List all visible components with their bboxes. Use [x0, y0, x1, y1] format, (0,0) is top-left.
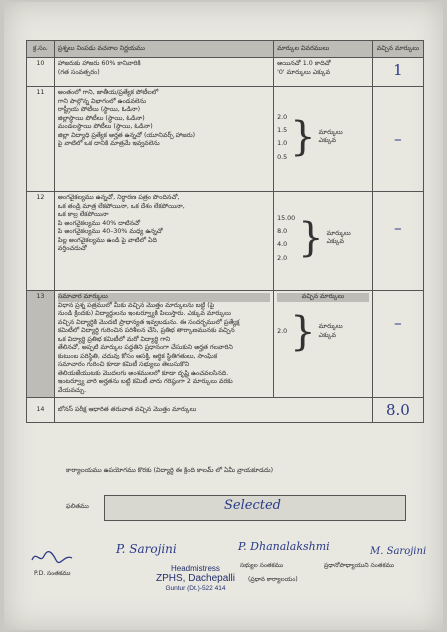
- marks-line: '0' మార్కులు ఎక్కువ: [277, 68, 331, 76]
- table-header-row: [27, 41, 424, 58]
- mark-value: 1.5: [277, 127, 288, 135]
- table-row: [27, 291, 424, 398]
- header-no: క్ర.సం.: [27, 41, 55, 58]
- description-line: ఒక కాల్ర లేకపోయినా: [57, 211, 109, 218]
- row-description: [54, 398, 372, 423]
- description-line: వచ్చిన విద్యార్థికి మొదటి ప్రాధాన్యత ఇవ్వబడును. ఈ సందర్భములో ప్రత్యేక్ష: [57, 318, 240, 326]
- table-row: [27, 192, 424, 291]
- brace-icon: }: [290, 308, 316, 355]
- description-line: పిల్ల అంగవైకల్యము ఉండి పై వాటిలో ఏది: [57, 236, 157, 244]
- description-line: పి అంగవైకల్యము 40–30% మధ్య ఉన్నచో: [57, 228, 163, 235]
- marks-label-line: ఎక్కువ: [318, 331, 336, 339]
- marks-values: [277, 111, 287, 164]
- marks-group: [277, 308, 369, 355]
- row-obtained: [372, 291, 423, 398]
- description-line: పి అంగవైకల్యము 40% దాటినచో: [57, 219, 141, 227]
- member-signature: P. Dhanalakshmi: [238, 540, 330, 553]
- row-obtained: [372, 398, 423, 423]
- description-line: అంతంలో గాని, జాతీయ/ప్రత్యేక పోటీలలో: [57, 89, 159, 96]
- row-number: 13: [27, 291, 55, 398]
- description-line: మండలస్థాయి పోటీలు (స్థాయి, ఓడినా): [57, 123, 153, 130]
- row-marks: [274, 87, 373, 192]
- description-line: జిల్లా విద్యాధి ప్రత్యేక అర్హత ఉన్నచో (యూనివర్స్ హాజరు): [57, 131, 196, 139]
- marks-label-line: మార్కులు: [318, 323, 343, 330]
- stamp-line: Guntur (Dt.)-522 414: [165, 584, 226, 592]
- marks-values: [277, 325, 287, 338]
- header-desc: ప్రశ్నలు నింపడు వచనాల నిర్ణయము: [54, 41, 273, 58]
- stamp-line: ZPHS, Dachepalli: [156, 573, 235, 585]
- marks-label: [327, 230, 351, 247]
- description-line: వేయవచ్చు.: [57, 386, 87, 394]
- marks-label-line: ఎక్కువ: [318, 137, 336, 145]
- principal-signature: M. Sarojini: [370, 546, 427, 557]
- member-signature-label: సభ్యుల సంతకము: [240, 562, 284, 569]
- mark-value: 2.0: [277, 254, 288, 262]
- table-row: [27, 58, 424, 87]
- principal-signature-label: ప్రధానోపాధ్యాయుని సంతకము: [324, 562, 395, 569]
- description-line: (గత సంవత్సరం): [57, 68, 100, 76]
- table-row: [27, 398, 424, 423]
- description-line: సమాచారం గురించి కూడా కమిటీ సభ్యులు తెలుసుకొని: [57, 361, 190, 368]
- description-line: అంగవైకల్యము ఉన్నచో, నిర్ధారణ పత్రం పొందినచో,: [57, 194, 180, 201]
- row-number: 12: [27, 192, 55, 291]
- marks-group: [277, 111, 369, 164]
- description-line: ఇంటర్వ్యూ వారి అర్హతను బట్టి కమిటీ వారు గరిష్ఠంగా 2 మార్కులు వరకు: [57, 378, 233, 385]
- description-line: తేలినచో, అప్పటి మార్కుల పద్ధతిని ప్రధానంగా చేసుకుని అర్హత గలవారిని: [57, 344, 233, 351]
- header-got: వచ్చిన మార్కులు: [372, 41, 423, 58]
- marks-label: [319, 129, 343, 146]
- marks-group: [277, 212, 369, 265]
- marks-label-line: ఎక్కువ: [326, 238, 344, 246]
- description-line: హాజరుకు హాజరు 60% కానివారికి: [57, 60, 141, 67]
- description-line: కమిటీలో విద్యార్థి గురించిన పరిశీలన చేసి, ప్రతిభ తార్కాణమునకు వచ్చిన: [57, 327, 235, 334]
- row-obtained: [372, 58, 423, 87]
- office-use-note: కార్యాలయము ఉపయోగము కొరకు (విద్యార్థి ఈ క్రింది కాలమ్ లో ఏమీ వ్రాయకూడదు): [66, 467, 274, 474]
- hm-signature: P. Sarojini: [116, 542, 177, 556]
- document-sheet: [4, 2, 443, 630]
- row-marks: [274, 291, 373, 398]
- obtained-marks: –: [394, 130, 402, 148]
- signature-scribble-icon: [30, 548, 74, 566]
- mark-value: 0.5: [277, 153, 288, 161]
- description-line: గాని పాల్గొన్న విభాగంలో ఉండవలెను: [57, 97, 146, 105]
- mark-value: 2.0: [277, 327, 288, 335]
- marks-subheader: వచ్చిన మార్కులు: [277, 293, 369, 302]
- headmistress-stamp: [156, 564, 235, 592]
- row-number: 14: [27, 398, 55, 423]
- mark-value: 8.0: [277, 228, 288, 236]
- description-line: తెలియజేయుటకు మొదలగు అంశములలో కూడా దృష్టి ఉంచవలసినది.: [57, 369, 229, 377]
- row-description: [54, 58, 273, 87]
- header-marks: మార్కుల వివరములు: [274, 41, 373, 58]
- description-line: పై వాటిలో ఒక దానికి మాత్రమే ఇవ్వవలెను: [57, 140, 160, 147]
- row-description: [54, 87, 273, 192]
- marks-table: [26, 40, 424, 423]
- obtained-marks: –: [394, 219, 402, 237]
- description-line: వర్తించదుచో: [57, 245, 87, 252]
- description-line: రాష్ట్రీయ పోటీలు (స్థాయి, ఓడినా): [57, 106, 141, 113]
- brace-icon: }: [290, 114, 316, 161]
- marks-label-line: మార్కులు: [318, 128, 343, 136]
- row-marks: [274, 58, 373, 87]
- obtained-marks: –: [394, 314, 402, 332]
- row-number: 11: [27, 87, 55, 192]
- row-obtained: [372, 192, 423, 291]
- marks-values: [277, 212, 295, 265]
- description-line: నుండి క్రిందకు) విద్యార్థులను ఇంటర్వ్యూకి పిలుస్తారు. ఎక్కువ మార్కులు: [57, 310, 231, 317]
- description-line: ఒక విద్యార్థి ప్రతిభ కమిటీలో మరో విద్యార్థి గాని: [57, 335, 171, 343]
- marks-line: అయినచో 1.0 కాదిచో: [277, 60, 331, 67]
- row-description: [54, 192, 273, 291]
- mark-value: 2.0: [277, 114, 288, 121]
- description-line: కుటుంబ పరిస్థితి, చదువు కోసం ఆసక్తి, ఆర్థిక స్థితిగతులు, సాంఘిక: [57, 352, 218, 360]
- description-line: జిల్లాస్థాయి పోటీలు (స్థాయి, ఓడినా): [57, 114, 145, 122]
- total-marks: 8.0: [385, 401, 410, 419]
- stamp-line: Headmistress: [171, 564, 220, 573]
- description-line: ఒక తండ్రి మాత్ర లేకపోయినా, ఒక దేశం లేకపోయినా,: [57, 202, 185, 210]
- row-description: [54, 291, 273, 398]
- mark-value: 1.0: [277, 140, 288, 148]
- description-line: సమాచార మార్కులు: [58, 293, 270, 302]
- mark-value: 15.00: [277, 215, 296, 222]
- row-number: 10: [27, 58, 55, 87]
- row-obtained: [372, 87, 423, 192]
- marks-label-line: మార్కులు: [326, 229, 351, 237]
- marks-label: [319, 323, 343, 340]
- brace-icon: }: [298, 215, 324, 262]
- result-label: ఫలితము: [66, 503, 89, 510]
- table-row: [27, 87, 424, 192]
- description-line: బోనస్ పరీక్ష ఆధారిత తరువాత వచ్చిన మొత్తం మార్కులు: [57, 405, 197, 413]
- description-line: విధాన ప్రశ్న పత్రములో మీకు వచ్చిన మొత్తం మార్కులను బట్టి (పై: [57, 301, 215, 309]
- principal-office-label: (ప్రధాన కార్యాలయం): [248, 576, 298, 583]
- pd-signature: [30, 548, 74, 569]
- mark-value: 4.0: [277, 241, 288, 249]
- pd-signature-label: P.D. సంతకము: [34, 570, 71, 577]
- row-marks: [274, 192, 373, 291]
- obtained-marks: 1: [393, 61, 403, 79]
- result-value: Selected: [224, 498, 281, 513]
